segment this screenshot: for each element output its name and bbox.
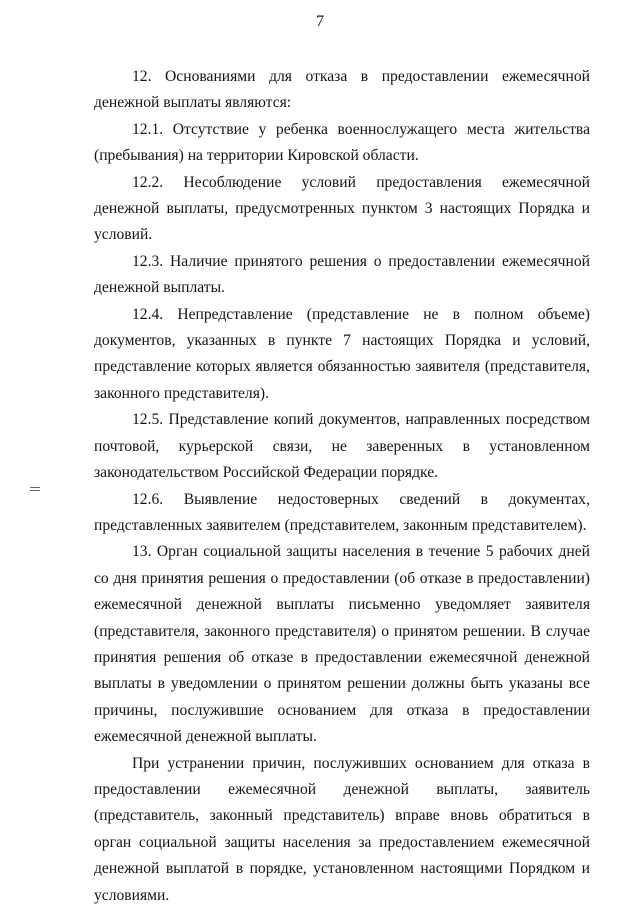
- paragraph-12-5: 12.5. Представление копий документов, направленных посредством почтовой, курьерской связи, не заверенных в установленном законодательством Российской Федерации порядке.: [94, 411, 590, 482]
- paragraph-12-2: 12.2. Несоблюдение условий предоставления ежемесячной денежной выплаты, предусмотренных пунктом 3 настоящих Порядка и условий.: [94, 173, 590, 244]
- margin-mark: [30, 487, 40, 490]
- margin-mark-line: [30, 487, 40, 488]
- paragraph-12-3: 12.3. Наличие принятого решения о предоставлении ежемесячной денежной выплаты.: [94, 252, 590, 297]
- margin-mark-line: [30, 490, 40, 491]
- document-body: [94, 64, 590, 909]
- paragraph-12-6: 12.6. Выявление недостоверных сведений в документах, представленных заявителем (представителем, законным представителем).: [94, 490, 590, 534]
- paragraph-12: 12. Основаниями для отказа в предоставлении ежемесячной денежной выплаты являются:: [94, 68, 590, 112]
- paragraph-12-4: 12.4. Непредставление (представление не в полном объеме) документов, указанных в пункте 7 настоящих Порядка и условий, представление которых является обязанностью заявителя (представителя, законного представителя).: [94, 305, 590, 402]
- paragraph-13: 13. Орган социальной защиты населения в течение 5 рабочих дней со дня принятия решения о предоставлении (об отказе в предоставлении) ежемесячной денежной выплаты письменно уведомляет заявителя (представителя, законного представителя) о принятом решении. В случае принятия решения об отказе в предоставлении ежемесячной денежной выплаты в уведомлении о принятом решении должны быть указаны все причины, послужившие основанием для отказа в предоставлении ежемесячной денежной выплаты.: [94, 543, 590, 746]
- paragraph-12-1: 12.1. Отсутствие у ребенка военнослужащего места жительства (пребывания) на территории Кировской области.: [94, 120, 590, 165]
- paragraph-13-continuation: При устранении причин, послуживших основанием для отказа в предоставлении ежемесячной денежной выплаты, заявитель (представитель, законный представитель) вправе вновь обратиться в орган социальной защиты населения за предоставлением ежемесячной денежной выплатой в порядке, установленном настоящими Порядком и условиями.: [94, 754, 590, 904]
- page-number: 7: [316, 13, 324, 30]
